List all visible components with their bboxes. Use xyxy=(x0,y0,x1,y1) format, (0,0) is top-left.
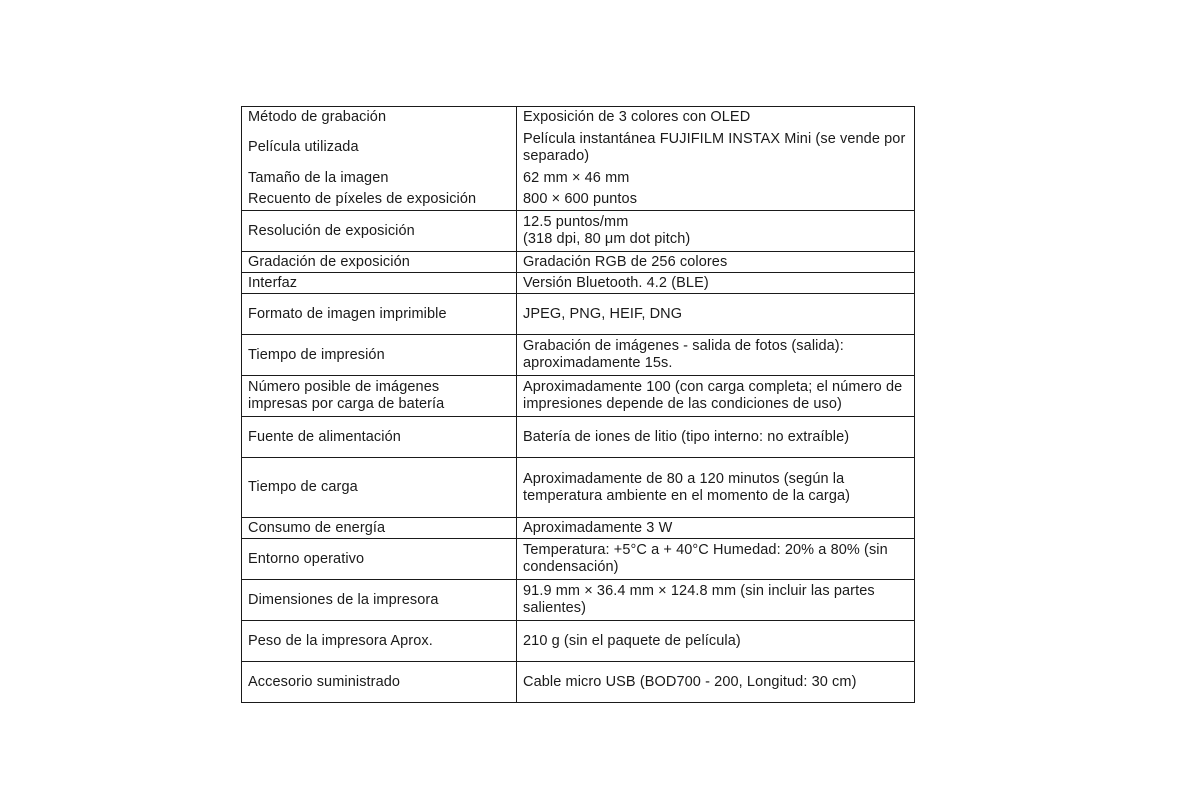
value-charging-time: Aproximadamente de 80 a 120 minutos (según la temperatura ambiente en el momento de la carga) xyxy=(517,458,915,518)
label-charging-time: Tiempo de carga xyxy=(242,458,517,518)
label-power-supply: Fuente de alimentación xyxy=(242,417,517,458)
label-prints-per-charge-line1: Número posible de imágenes xyxy=(248,379,440,395)
table-row xyxy=(242,621,915,662)
value-operating-environment: Temperatura: +5°C a + 40°C Humedad: 20% a 80% (sin condensación) xyxy=(517,539,915,580)
table-row xyxy=(242,539,915,580)
value-print-time: Grabación de imágenes - salida de fotos (salida): aproximadamente 15s. xyxy=(517,335,915,376)
value-power-supply: Batería de iones de litio (tipo interno: no extraíble) xyxy=(517,417,915,458)
label-exposure-pixel-count: Recuento de píxeles de exposición xyxy=(248,191,477,207)
label-printer-weight: Peso de la impresora Aprox. xyxy=(242,621,517,662)
value-recording-method: Exposición de 3 colores con OLED xyxy=(523,108,751,125)
table-row xyxy=(242,417,915,458)
table-row xyxy=(242,252,915,273)
table-row xyxy=(242,458,915,518)
table-row xyxy=(242,376,915,417)
value-power-consumption: Aproximadamente 3 W xyxy=(517,518,915,539)
label-cell xyxy=(242,107,517,211)
value-exposure-pixel-count: 800 × 600 puntos xyxy=(523,191,638,207)
label-image-size: Tamaño de la imagen xyxy=(248,170,389,186)
value-image-size: 62 mm × 46 mm xyxy=(523,170,630,186)
value-film-used: Película instantánea FUJIFILM INSTAX Mini (se vende por separado) xyxy=(523,130,906,164)
label-operating-environment: Entorno operativo xyxy=(242,539,517,580)
label-prints-per-charge-line2: impresas por carga de batería xyxy=(248,396,445,412)
label-interface: Interfaz xyxy=(242,273,517,294)
table-row xyxy=(242,580,915,621)
table-row xyxy=(242,662,915,703)
label-prints-per-charge xyxy=(242,376,517,417)
value-exposure-gradation: Gradación RGB de 256 colores xyxy=(517,252,915,273)
table-row xyxy=(242,294,915,335)
label-film-used: Película utilizada xyxy=(248,139,359,155)
label-power-consumption: Consumo de energía xyxy=(242,518,517,539)
label-recording-method: Método de grabación xyxy=(248,108,387,125)
label-exposure-resolution: Resolución de exposición xyxy=(242,211,517,252)
value-supplied-accessory: Cable micro USB (BOD700 - 200, Longitud: 30 cm) xyxy=(517,662,915,703)
table-row xyxy=(242,518,915,539)
table-row-group-recording xyxy=(242,107,915,211)
label-supplied-accessory: Accesorio suministrado xyxy=(242,662,517,703)
value-prints-per-charge: Aproximadamente 100 (con carga completa; el número de impresiones depende de las condiciones de uso) xyxy=(517,376,915,417)
value-printable-image-format: JPEG, PNG, HEIF, DNG xyxy=(517,294,915,335)
label-exposure-gradation: Gradación de exposición xyxy=(242,252,517,273)
table-row xyxy=(242,211,915,252)
label-print-time: Tiempo de impresión xyxy=(242,335,517,376)
value-exposure-resolution-line2: (318 dpi, 80 μm dot pitch) xyxy=(523,231,691,247)
value-cell xyxy=(517,107,915,211)
table-row xyxy=(242,273,915,294)
value-printer-weight: 210 g (sin el paquete de película) xyxy=(517,621,915,662)
value-exposure-resolution xyxy=(517,211,915,252)
label-printer-dimensions: Dimensiones de la impresora xyxy=(242,580,517,621)
specifications-table xyxy=(241,106,915,703)
value-printer-dimensions: 91.9 mm × 36.4 mm × 124.8 mm (sin incluir las partes salientes) xyxy=(517,580,915,621)
value-interface: Versión Bluetooth. 4.2 (BLE) xyxy=(517,273,915,294)
value-exposure-resolution-line1: 12.5 puntos/mm xyxy=(523,214,629,230)
table-row xyxy=(242,335,915,376)
label-printable-image-format: Formato de imagen imprimible xyxy=(242,294,517,335)
